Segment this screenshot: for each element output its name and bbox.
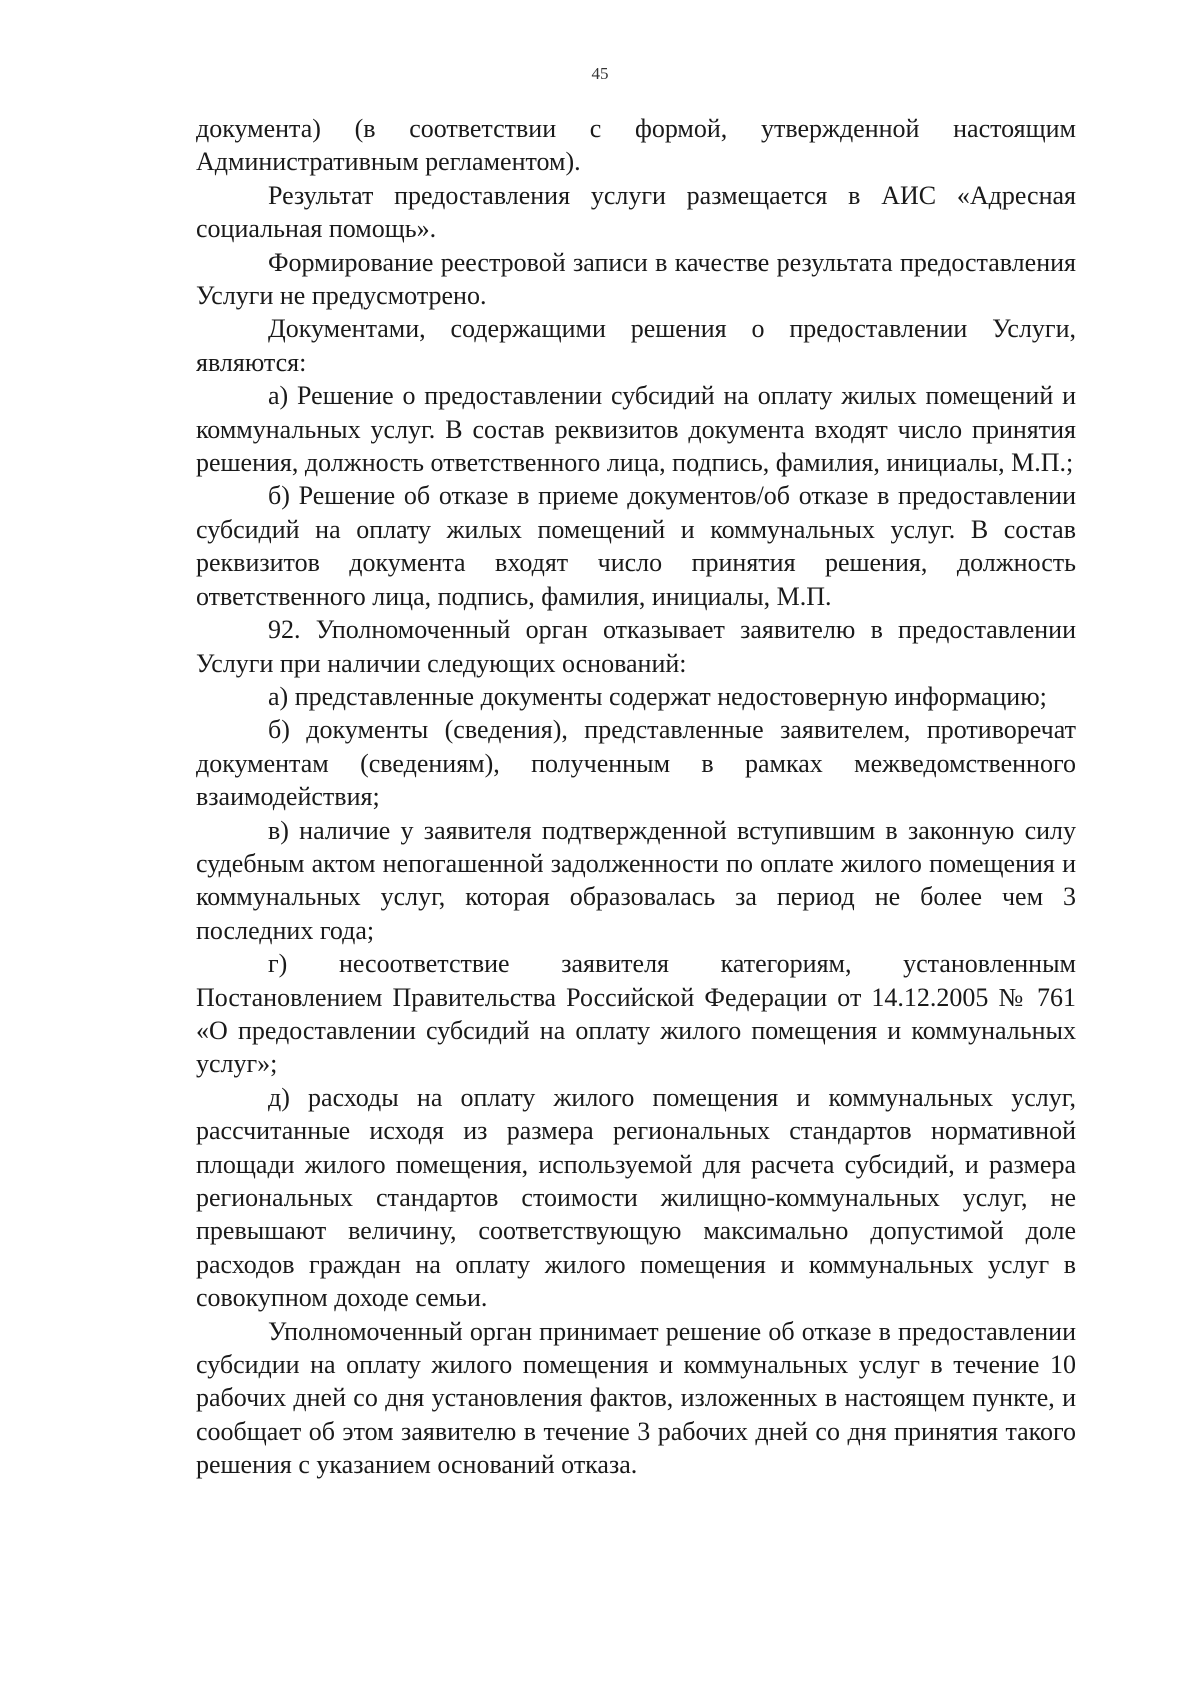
list-item-decision-grant: а) Решение о предоставлении субсидий на оплату жилых помещений и коммунальных услуг. В состав реквизитов документа входят число принятия решения, должность ответственного лица, подпись, фамилия, инициалы, М.П.; [196,381,1076,478]
list-item-ground-g: г) несоответствие заявителя категориям, установленным Постановлением Правительства Российской Федерации от 14.12.2005 № 761 «О предоставлении субсидий на оплату жилого помещения и коммунальных услуг»; [196,949,1076,1079]
paragraph-decision-documents: Документами, содержащими решения о предоставлении Услуги, являются: [196,314,1076,377]
paragraph-refusal-procedure: Уполномоченный орган принимает решение об отказе в предоставлении субсидии на оплату жилого помещения и коммунальных услуг в течение 10 рабочих дней со дня установления фактов, изложенных в настоящем пункте, и сообщает об этом заявителю в течение 3 рабочих дней со дня принятия такого решения с указанием оснований отказа. [196,1316,1076,1480]
paragraph-registry-record: Формирование реестровой записи в качестве результата предоставления Услуги не предусмотрено. [196,247,1076,311]
list-item-ground-a: а) представленные документы содержат недостоверную информацию; [268,681,1047,711]
list-item-decision-refusal: б) Решение об отказе в приеме документов/об отказе в предоставлении субсидий на оплату жилых помещений и коммунальных услуг. В состав реквизитов документа входят число принятия решения, должность ответственного лица, подпись, фамилия, инициалы, М.П. [196,481,1076,611]
list-item-ground-v: в) наличие у заявителя подтвержденной вступившим в законную силу судебным актом непогашенной задолженности по оплате жилого помещения и коммунальных услуг, которая образовалась за период не более чем 3 последних года; [196,815,1076,945]
paragraph-result-placement: Результат предоставления услуги размещается в АИС «Адресная социальная помощь». [196,180,1076,244]
paragraph-continuation: документа) (в соответствии с формой, утвержденной настоящим Административным регламентом). [196,114,1076,177]
list-item-ground-d: д) расходы на оплату жилого помещения и коммунальных услуг, рассчитанные исходя из размера региональных стандартов нормативной площади жилого помещения, используемой для расчета субсидий, и размера региональных стандартов стоимости жилищно-коммунальных услуг, не превышают величину, соответствующую максимально допустимой доле расходов граждан на оплату жилого помещения и коммунальных услуг в совокупном доходе семьи. [196,1082,1076,1313]
list-item-ground-b: б) документы (сведения), представленные заявителем, противоречат документам (сведениям), полученным в рамках межведомственного взаимодействия; [196,715,1076,812]
paragraph-clause-92: 92. Уполномоченный орган отказывает заявителю в предоставлении Услуги при наличии следующих оснований: [196,615,1076,678]
page-number: 45 [591,64,609,83]
document-body [196,112,1076,1482]
